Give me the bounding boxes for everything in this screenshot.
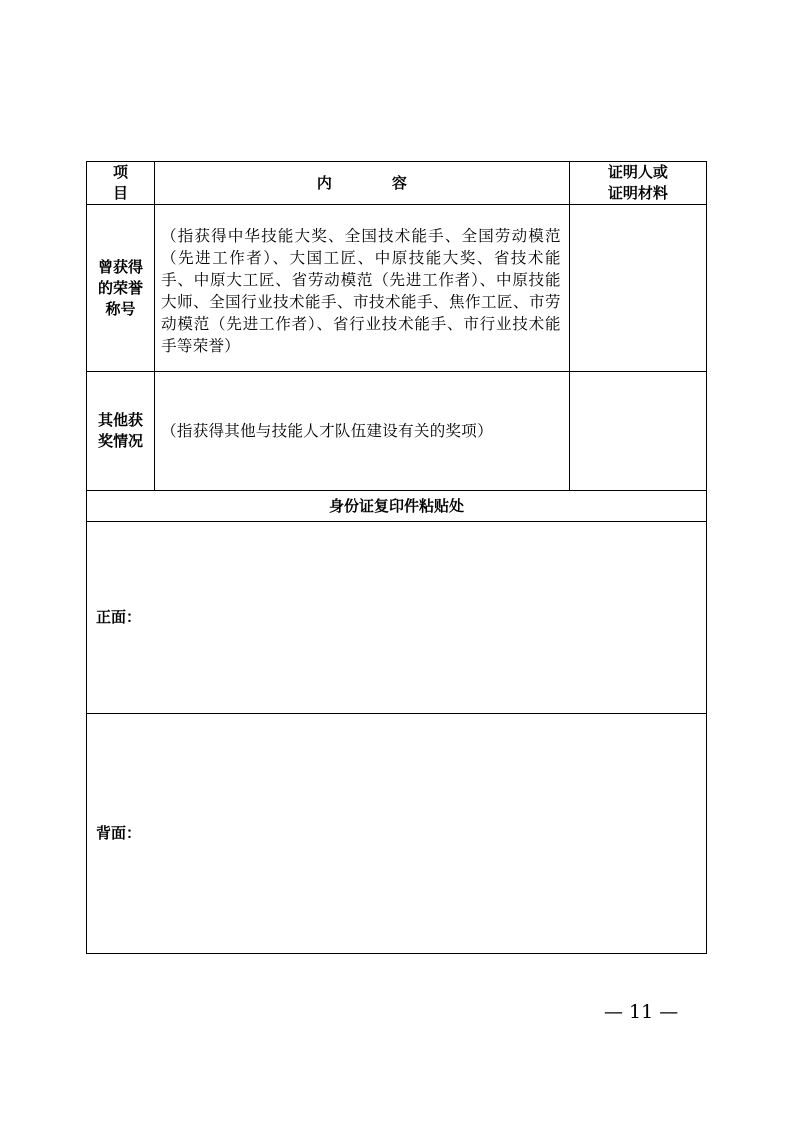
header-proof-line2: 证明材料	[607, 184, 668, 202]
honor-proof-cell[interactable]	[569, 205, 706, 372]
other-awards-proof-cell[interactable]	[569, 372, 706, 491]
id-copy-title-row	[87, 491, 707, 522]
honor-content-cell[interactable]: （指获得中华技能大奖、全国技术能手、全国劳动模范（先进工作者）、大国工匠、中原技能大奖、省技术能手、中原大工匠、省劳动模范（先进工作者）、中原技能大师、全国行业技术能手、市技术能手、焦作工匠、市劳动模范（先进工作者）、省行业技术能手、市行业技术能手等荣誉）	[155, 205, 570, 372]
honor-label-line2: 的荣誉	[98, 278, 144, 297]
application-form-table	[86, 161, 707, 954]
header-proof-cell	[569, 162, 706, 205]
header-item-cell: 项目	[87, 162, 155, 205]
other-awards-label-cell	[87, 372, 155, 491]
honor-label-line3: 称号	[105, 299, 136, 318]
page-number: — 11 —	[604, 1001, 679, 1023]
header-row	[87, 162, 707, 205]
id-back-paste-area[interactable]	[87, 714, 707, 954]
other-awards-row	[87, 372, 707, 491]
header-content-cell: 内容	[155, 162, 570, 205]
honor-label-line1: 曾获得	[98, 257, 144, 276]
id-back-label: 背面：	[96, 824, 142, 842]
other-awards-label-line2: 奖情况	[98, 432, 144, 450]
other-awards-content-cell[interactable]: （指获得其他与技能人才队伍建设有关的奖项）	[155, 372, 570, 491]
id-front-label: 正面：	[96, 608, 142, 626]
honor-row	[87, 205, 707, 372]
honor-label-cell	[87, 205, 155, 372]
other-awards-label-line1: 其他获	[98, 411, 144, 429]
header-proof-line1: 证明人或	[607, 163, 668, 181]
id-front-paste-area[interactable]	[87, 522, 707, 714]
id-front-row	[87, 522, 707, 714]
id-back-row	[87, 714, 707, 954]
id-copy-title: 身份证复印件粘贴处	[87, 491, 707, 522]
